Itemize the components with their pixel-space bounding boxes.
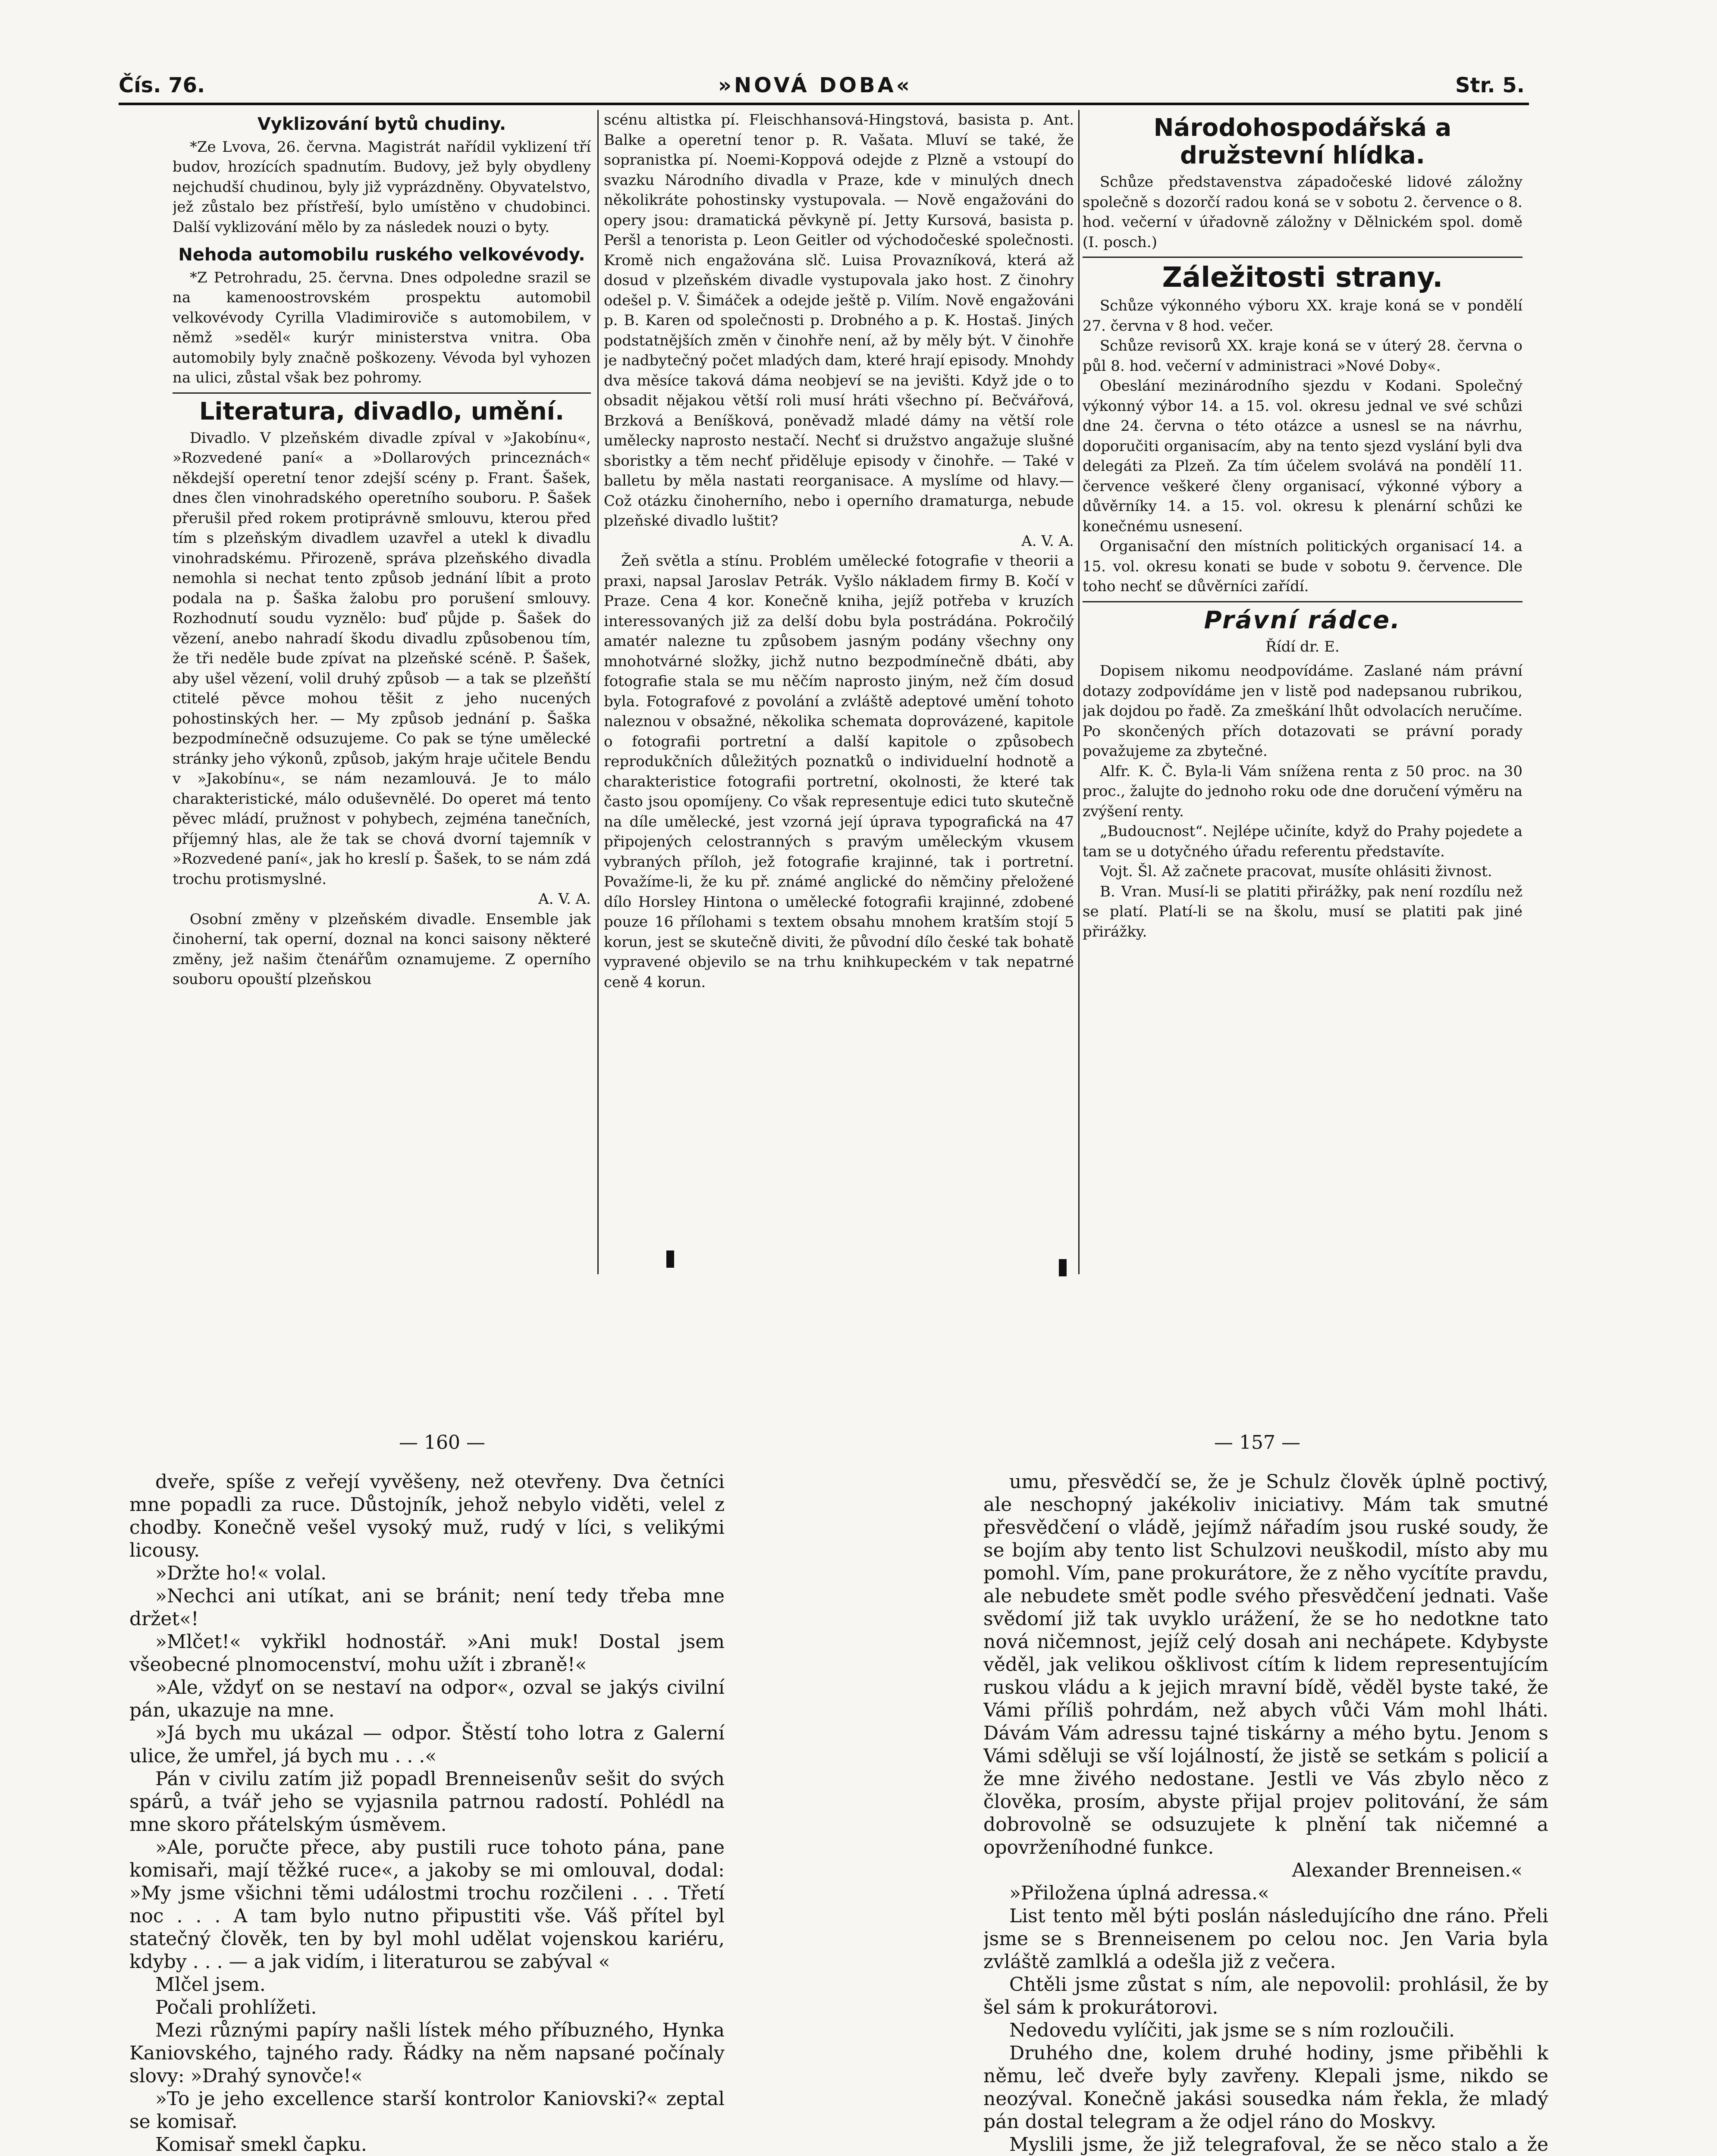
masthead-title: »NOVÁ DOBA« xyxy=(718,73,912,97)
book-paragraph: Pán v civilu zatím již popadl Brenneisenův sešit do svých spárů, a tvář jeho se vyjasnila patrnou radostí. Pohlédl na mne skoro přátelským úsměvem. xyxy=(129,1768,725,1836)
article-body: Organisační den místních politických organisací 14. a 15. vol. okresu konati se bude v sobotu 9. července. Dle toho nechť se důvěrníci zařídí. xyxy=(1083,538,1522,595)
book-paragraph: »Ale, poručte přece, aby pustili ruce tohoto pána, pane komisaři, mají těžké ruce«, a jakoby se mi omlouval, dodal: »My jsme všichni těmi událostmi trochu rozčileni . . . Třetí noc . . . A tam bylo nutno připustiti vše. Váš přítel byl statečný člověk, ten by byl mohl udělat vojenskou kariéru, kdyby . . . — a jak vidím, i literaturou se zabýval « xyxy=(129,1836,725,1973)
article-body: Žeň světla a stínu. Problém umělecké fotografie v theorii a praxi, napsal Jaroslav Petrák. Vyšlo nákladem firmy B. Kočí v Praze. Cena 4 kor. Konečně kniha, jejíž potřeba v kruzích interessovaných již za delší dobu byla postrádána. Pokročilý amatér nalezne tu způsobem jasným podány všechny ony mnohotvárné složky, jichž nutno bezpodmínečně dbáti, aby fotografie stala se mu něčím naprosto jiným, než čím dosud byla. Fotografové z povolání a zvláště adeptové umění tohoto naleznou v obsažné, několika schemata doprovázené, kapitole o fotografii portretní a další kapitole o způsobech reprodukčních důležitých poznatků o individuelní hodnotě a charakteristice fotografii portretní, okolnosti, že které tak často jsou opomíjeny. Co však representuje edici tuto skutečně na díle umělecké, jest vzorná její úprava typografická na 47 připojených celostranných s pravým uměleckým vkusem vybraných příloh, jež fotografie krajinné, tak i portretní. Považíme-li, že ku př. známé anglické do němčiny přeložené dílo Horsley Hintona o umělecké fotografii krajinné, zdobené pouze 16 přílohami s textem obsahu mnohem kratším stojí 5 korun, jest se skutečně diviti, že původní dílo české tak bohatě vypravené objevilo se na trhu knihkupeckém v tak nepatrné ceně 4 korun. xyxy=(604,552,1074,991)
book-paragraph: »Držte ho!« volal. xyxy=(155,1562,327,1584)
article-body: „Budoucnost“. Nejlépe učiníte, když do Prahy pojedete a tam se u dotyčného úřadu referentu představíte. xyxy=(1083,823,1522,860)
article-body: Divadlo. V plzeňském divadle zpíval v »Jakobínu«, »Rozvedené paní« a »Dollarových princeznách« někdejší operetní tenor zdejší scény p. Frant. Šašek, dnes člen vinohradského operetního souboru. P. Šašek přerušil před rokem protiprávně smlouvu, kterou před tím s plzeňským divadlem uzavřel a utekl k divadlu vinohradskému. Přirozeně, správa plzeňského divadla nemohla si nechat tento způsob jednání líbit a proto podala na p. Šaška žalobu pro porušení smlouvy. Rozhodnutí soudu vyznělo: buď půjde p. Šašek do vězení, anebo nahradí škodu divadlu způsobenou tím, že tři neděle bude zpívat na plzeňské scéně. P. Šašek, aby ušel vězení, volil druhý způsob — a tak se plzeňští ctitelé pěvce mohou těšit z jeho nucených pohostinských her. — My způsob jednání p. Šaška bezpodmínečně odsuzujeme. Co pak se týne umělecké stránky jeho výkonů, způsob, jakým hraje učitele Bendu v »Jakobínu«, se nám nezamlouvá. Je to málo charakteristické, málo oduševnělé. Do operet má tento pěvec mládí, pružnost v pohybech, zejména tanečních, příjemný hlas, ale že tak se chová dvorní tajemník v »Rozvedené paní«, jak ho kreslí p. Šašek, to se nám zdá trochu protismyslné. xyxy=(173,429,591,888)
article-body: Vojt. Šl. Až začnete pracovat, musíte ohlásiti živnost. xyxy=(1100,863,1492,880)
article-body: Schůze revisorů XX. kraje koná se v úterý 28. června o půl 8. hod. večerní v administraci »Nové Doby«. xyxy=(1083,337,1522,375)
book-paragraph: Nedovedu vylíčiti, jak jsme se s ním rozloučili. xyxy=(1009,2019,1455,2041)
article-signature: A. V. A. xyxy=(1021,532,1074,550)
book-paragraph: Mezi různými papíry našli lístek mého příbuzného, Hynka Kaniovského, tajného rady. Řádky na něm napsané počínaly slovy: »Drahý synovče!« xyxy=(129,2019,725,2087)
book-paragraph: List tento měl býti poslán následujícího dne ráno. Přeli jsme se s Brenneisenem po celou noc. Jen Varia byla zvláště zamlklá a odešla již z večera. xyxy=(983,1905,1548,1973)
registration-mark xyxy=(1059,1259,1067,1276)
book-paragraph: Myslili jsme, že již telegrafoval, že se něco stalo a že xyxy=(1009,2134,1548,2156)
issue-number: Čís. 76. xyxy=(119,73,205,97)
column-divider xyxy=(597,110,599,1274)
book-paragraph: »Ale, vždyť on se nestaví na odpor«, ozval se jakýs civilní pán, ukazuje na mne. xyxy=(129,1677,725,1721)
book-paragraph: Chtěli jsme zůstat s ním, ale nepovolil: prohlásil, že by šel sám k prokurátorovi. xyxy=(983,1974,1548,2018)
book-paragraph: »Nechci ani utíkat, ani se bránit; není tedy třeba mne držet«! xyxy=(129,1585,725,1630)
section-rule xyxy=(173,392,591,394)
book-paragraph: »Já bych mu ukázal — odpor. Štěstí toho lotra z Galerní ulice, že umřel, já bych mu . . .« xyxy=(129,1722,725,1767)
section-rule xyxy=(1083,601,1522,602)
section-rule xyxy=(1083,257,1522,258)
column-3 xyxy=(1083,110,1522,1261)
book-page-right xyxy=(983,1470,1548,2156)
article-body: Dopisem nikomu neodpovídáme. Zaslané nám právní dotazy zodpovídáme jen v listě pod nadepsanou rubrikou, jak dojdou po řadě. Za zmeškání lhůt odvolacích neručíme. Po skončených přích dotazovati se právní porady považujeme za zbytečné. xyxy=(1083,662,1522,760)
book-paragraph: Počali prohlížeti. xyxy=(155,1996,317,2018)
article-body: Schůze výkonného výboru XX. kraje koná se v pondělí 27. června v 8 hod. večer. xyxy=(1083,297,1522,335)
book-page-number-right: — 157 — xyxy=(1214,1432,1300,1454)
page-header xyxy=(119,73,1525,99)
book-page-number-left: — 160 — xyxy=(399,1432,485,1454)
article-body: Schůze představenstva západočeské lidové záložny společně s dozorčí radou koná se v sobotu 2. července o 8. hod. večerní v úřadovně záložny v Dělnickém spol. domě (I. posch.) xyxy=(1083,173,1522,251)
section-heading: Záležitosti strany. xyxy=(1162,262,1443,294)
article-body: Obeslání mezinárodního sjezdu v Kodani. Společný výkonný výbor 14. a 15. vol. okresu jednal ve své schůzi dne 24. června o této otázce a usnesl se na návrhu, doporučiti organisacím, aby na tento sjezd vyslání byli dva delegáti za Plzeň. Za tím účelem svolává na pondělí 11. července veškeré členy organisací, výkonné výbory a důvěrníky 14. a 15. vol. okresu k plenární schůzi ke konečnému usnesení. xyxy=(1083,377,1522,535)
column-divider xyxy=(1078,110,1080,1274)
article-body: *Z Petrohradu, 25. června. Dnes odpoledne srazil se na kamenoostrovském prospektu automobil velkovévody Cyrilla Vladimiroviče s automobilem, v němž »seděl« kurýr ministerstva vnitra. Oba automobily byly značně poškozeny. Vévoda byl vyhozen na ulici, zůstal však bez pohromy. xyxy=(173,269,591,386)
book-paragraph: umu, přesvědčí se, že je Schulz člověk úplně poctivý, ale neschopný jakékoliv iniciativy. Mám tak smutné přesvědčení o vládě, jejímž nářadím jsou ruské soudy, že se bojím aby tento list Schulzovi neuškodil, místo aby mu pomohl. Vím, pane prokurátore, že z něho vycítíte pravdu, ale nebudete smět podle svého přesvědčení jednati. Vaše svědomí již tak uvyklo urážení, že se ho nedotkne tato nová ničemnost, jejíž celý dosah ani nechápete. Kdybyste věděl, jak velikou ošklivost cítím k lidem representujícím ruskou vládu a k jejich mravní bídě, věděl byste také, že Vámi příliš pohrdám, než abych vůči Vám mohl lháti. Dávám Vám adressu tajné tiskárny a mého bytu. Jenom s Vámi sděluji se vší lojálností, že jistě se setkám s policií a že mne živého nedostane. Jestli ve Vás zbylo něco z člověka, prosím, abyste přijal projev politování, že sám dobrovolně se odsuzujete k plnění tak ničemné a opovrženíhodné funkce. xyxy=(983,1471,1548,1858)
book-paragraph: »Přiložena úplná adressa.« xyxy=(1009,1882,1269,1904)
book-page-left xyxy=(129,1470,725,2156)
header-rule xyxy=(119,103,1529,105)
article-body: Osobní změny v plzeňském divadle. Ensemble jak činoherní, tak operní, doznal na konci saisony některé změny, jež našim čtenářům oznamujeme. Z operního souboru opouští plzeňskou xyxy=(173,910,591,988)
section-heading: Právní rádce. xyxy=(1204,606,1401,634)
column-2 xyxy=(604,110,1074,1261)
article-body: Alfr. K. Č. Byla-li Vám snížena renta z 50 proc. na 30 proc., žalujte do jednoho roku ode dne doručení výměru na zvýšení renty. xyxy=(1083,762,1522,820)
article-heading: Nehoda automobilu ruského velkovévody. xyxy=(178,245,585,265)
book-paragraph: Druhého dne, kolem druhé hodiny, jsme přiběhli k němu, leč dveře byly zavřeny. Klepali jsme, nikdo se neozýval. Konečně jakási sousedka nám řekla, že mladý pán dostal telegram a že odjel ráno do Moskvy. xyxy=(983,2042,1548,2133)
book-paragraph: »Mlčet!« vykřikl hodnostář. »Ani muk! Dostal jsem všeobecné plnomocenství, mohu užít i zbraně!« xyxy=(129,1631,725,1676)
book-paragraph: Mlčel jsem. xyxy=(155,1974,266,1996)
article-body: scénu altistka pí. Fleischhansová-Hingstová, basista p. Ant. Balke a operetní tenor p. R. Vašata. Mluví se také, že sopranistka pí. Noemi-Koppová odejde z Plzně a vstoupí do svazku Národního divadla v Praze, kde v minulých dnech několikráte pohostinsky vystupovala. — Nově engažováni do opery jsou: dramatická pěvkyně pí. Jetty Kursová, basista p. Peršl a tenorista p. Leon Geitler od východočeské společnosti. Kromě nich engažována slč. Luisa Provazníková, která až dosud v plzeňském divadle vystupovala jako host. Z činohry odešel p. V. Šimáček a odejde ještě p. Vilím. Nově engažováni p. B. Karen od společnosti p. Drobného a p. K. Hostaš. Jiných podstatnějších změn v činohře není, až by měly být. V činohře je nadbytečný počet mladých dam, které hrají episody. Mnohdy dva měsíce taková dáma neobjeví se na jevišti. Když jde o to obsadit nějakou větší roli musí hráti všechno pí. Bečvářová, Brzková a Beníšková, poněvadž mladé dámy na větší role umělecky naprosto nestačí. Nechť si družstvo angažuje slušné sboristky a těm nechť přiděluje episody v činohře. — Také v balletu by měla nastati reorganisace. A myslíme od hlavy.—Což otázku činoherního, nebo i operního dramaturga, nebude plzeňské divadlo luštit? xyxy=(604,111,1074,530)
registration-mark xyxy=(666,1250,674,1268)
column-1 xyxy=(173,110,591,1261)
section-editor: Řídí dr. E. xyxy=(1265,638,1340,655)
section-heading: Národohospodářská a družstevní hlídka. xyxy=(1153,114,1452,169)
article-body: *Ze Lvova, 26. června. Magistrát nařídil vyklizení tří budov, hrozících spadnutím. Budovy, jež byly obydleny nejchudší chudinou, byly již vyprázdněny. Obyvatelstvo, jež zůstalo bez přístřeší, bylo umístěno v chudobinci. Další vyklizování mělo by za následek nouzi o byty. xyxy=(173,138,591,236)
section-heading: Literatura, divadlo, umění. xyxy=(199,397,565,426)
book-paragraph: »To je jeho excellence starší kontrolor Kaniovski?« zeptal se komisař. xyxy=(129,2088,725,2133)
article-body: B. Vran. Musí-li se platiti přirážky, pak není rozdílu než se platí. Platí-li se na školu, musí se platiti pak jiné přirážky. xyxy=(1083,883,1522,940)
article-heading: Vyklizování bytů chudiny. xyxy=(257,114,506,134)
article-signature: A. V. A. xyxy=(538,890,591,908)
book-paragraph: Komisař smekl čapku. xyxy=(155,2134,367,2156)
page-number: Str. 5. xyxy=(1455,73,1525,97)
book-paragraph: dveře, spíše z veřejí vyvěšeny, než otevřeny. Dva četníci mne popadli za ruce. Důstojník, jehož nebylo viděti, velel z chodby. Konečně vešel vysoký muž, rudý v líci, s velikými licousy. xyxy=(129,1471,725,1561)
book-paragraph: Alexander Brenneisen.« xyxy=(1292,1859,1522,1881)
